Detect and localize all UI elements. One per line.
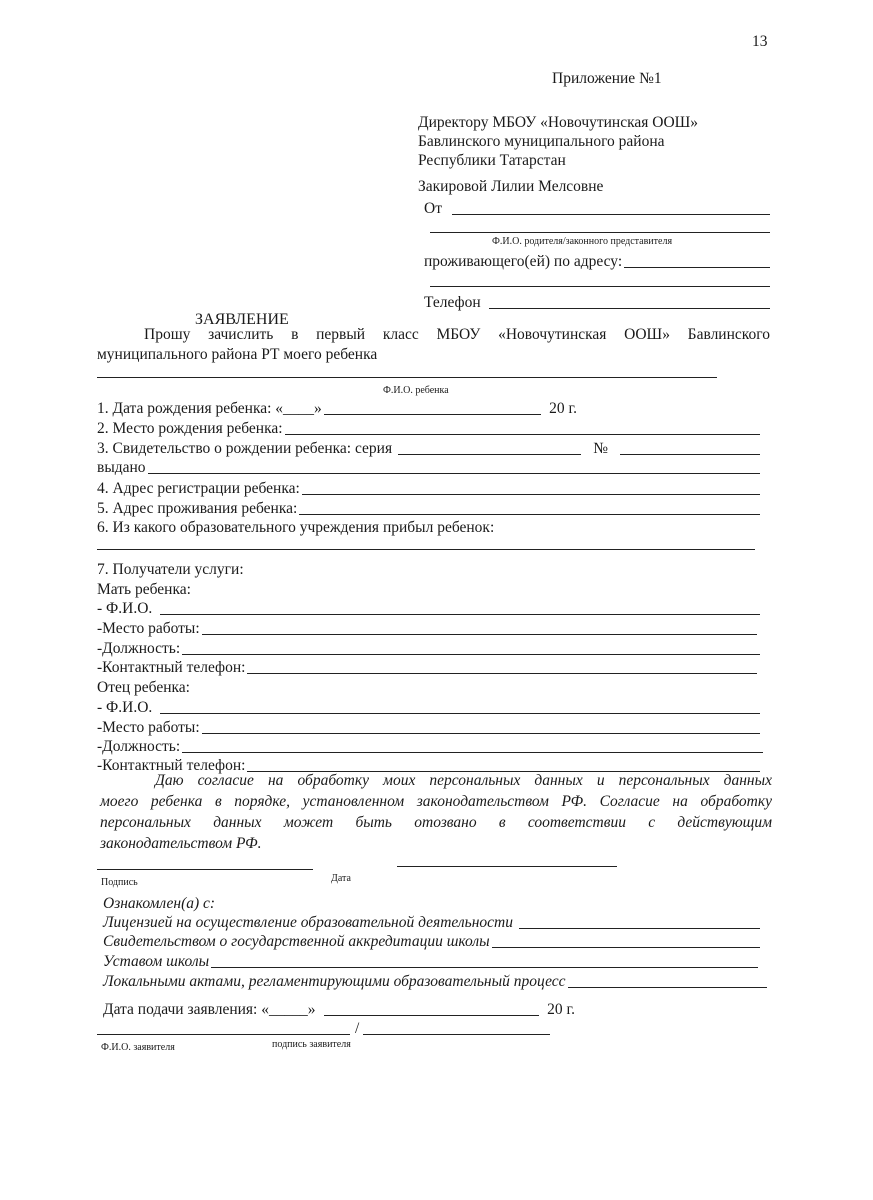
mother-work-line[interactable] (202, 634, 757, 635)
charter-label: Уставом школы (103, 953, 210, 970)
signature-caption: Подпись (101, 877, 138, 888)
license-field[interactable] (103, 914, 760, 932)
accreditation-field[interactable] (103, 933, 760, 951)
submission-date-field[interactable] (103, 1001, 575, 1019)
registration-field[interactable] (97, 480, 760, 498)
school-from-label: 6. Из какого образовательного учреждения прибыл ребенок: (97, 519, 495, 536)
residence-field[interactable] (97, 500, 760, 518)
consent-text: персональных данных может быть отозвано в соответствии с действующим (100, 814, 772, 831)
mother-phone-label: -Контактный телефон: (97, 659, 246, 676)
issued-field[interactable] (97, 459, 760, 477)
father-phone-label: -Контактный телефон: (97, 757, 246, 774)
mother-heading: Мать ребенка: (97, 581, 191, 598)
request-text: Прошу зачислить в первый класс МБОУ «Новочутинская ООШ» Бавлинского (144, 326, 770, 343)
accreditation-label: Свидетельством о государственной аккредитации школы (103, 933, 490, 950)
charter-field[interactable] (103, 953, 758, 971)
birth-date-field[interactable] (97, 400, 577, 418)
from-label: От (424, 200, 442, 217)
residence-line[interactable] (299, 514, 760, 515)
local-acts-line[interactable] (568, 987, 767, 988)
acquainted-heading: Ознакомлен(а) с: (103, 895, 216, 912)
father-position-label: -Должность: (97, 738, 181, 755)
mother-phone-field[interactable] (97, 659, 757, 677)
request-text: муниципального района РТ моего ребенка (97, 346, 378, 363)
registration-line[interactable] (302, 494, 760, 495)
mother-fio-line[interactable] (160, 614, 760, 615)
date-caption: Дата (331, 873, 351, 884)
from-line-2[interactable] (430, 232, 770, 233)
signature-line[interactable] (97, 869, 313, 870)
address-field[interactable] (424, 253, 770, 271)
birth-date-label: 1. Дата рождения ребенка: «____» (97, 400, 322, 417)
father-work-label: -Место работы: (97, 719, 200, 736)
issued-label: выдано (97, 459, 146, 476)
submission-date-line[interactable] (324, 1015, 540, 1016)
submission-date-label: Дата подачи заявления: «_____» (103, 1001, 316, 1018)
certificate-label: 3. Свидетельство о рождении ребенка: серия (97, 440, 393, 457)
father-fio-line[interactable] (160, 713, 760, 714)
phone-line[interactable] (489, 308, 770, 309)
issued-line[interactable] (148, 473, 760, 474)
mother-fio-label: - Ф.И.О. (97, 600, 153, 617)
birth-date-line[interactable] (324, 414, 541, 415)
local-acts-field[interactable] (103, 973, 767, 991)
document-title: ЗАЯВЛЕНИЕ (195, 311, 289, 328)
child-name-line[interactable] (97, 377, 717, 378)
page-number: 13 (752, 33, 768, 50)
addressee-line: Директору МБОУ «Новочутинская ООШ» (418, 114, 699, 131)
applicant-fio-line[interactable] (97, 1034, 350, 1035)
father-fio-field[interactable] (97, 699, 760, 717)
consent-text: моего ребенка в порядке, установленном законодательством РФ. Согласие на обработку (100, 793, 772, 810)
mother-work-field[interactable] (97, 620, 757, 638)
appendix-label: Приложение №1 (552, 70, 662, 87)
birth-place-line[interactable] (285, 434, 760, 435)
child-caption: Ф.И.О. ребенка (383, 385, 449, 396)
applicant-sign-caption: подпись заявителя (272, 1039, 351, 1050)
address-line-2[interactable] (430, 286, 770, 287)
certificate-number-line[interactable] (620, 454, 760, 455)
father-work-field[interactable] (97, 719, 760, 737)
address-label: проживающего(ей) по адресу: (424, 253, 623, 270)
applicant-signature-line[interactable] (363, 1034, 550, 1035)
certificate-series-line[interactable] (398, 454, 581, 455)
birth-year-label: 20 г. (549, 400, 577, 417)
charter-line[interactable] (211, 967, 758, 968)
consent-text: законодательством РФ. (100, 835, 262, 852)
consent-text: Даю согласие на обработку моих персональных данных и персональных данных (155, 772, 772, 789)
father-position-line[interactable] (182, 752, 763, 753)
address-line[interactable] (624, 267, 770, 268)
parent-caption: Ф.И.О. родителя/законного представителя (492, 236, 673, 247)
accreditation-line[interactable] (492, 947, 760, 948)
certificate-field[interactable] (97, 440, 760, 458)
addressee-line: Республики Татарстан (418, 152, 566, 169)
birth-place-label: 2. Место рождения ребенка: (97, 420, 283, 437)
submission-year-label: 20 г. (547, 1001, 575, 1018)
father-heading: Отец ребенка: (97, 679, 190, 696)
mother-position-line[interactable] (182, 654, 760, 655)
mother-phone-line[interactable] (247, 673, 757, 674)
addressee-line: Бавлинского муниципального района (418, 133, 665, 150)
mother-fio-field[interactable] (97, 600, 760, 618)
number-sign: № (593, 440, 608, 457)
residence-label: 5. Адрес проживания ребенка: (97, 500, 298, 517)
recipients-label: 7. Получатели услуги: (97, 561, 244, 578)
phone-label: Телефон (424, 294, 481, 311)
slash: / (355, 1020, 360, 1037)
registration-label: 4. Адрес регистрации ребенка: (97, 480, 300, 497)
local-acts-label: Локальными актами, регламентирующими образовательный процесс (103, 973, 566, 990)
birth-place-field[interactable] (97, 420, 760, 438)
father-work-line[interactable] (202, 733, 760, 734)
license-label: Лицензией на осуществление образовательной деятельности (103, 914, 514, 931)
applicant-fio-caption: Ф.И.О. заявителя (101, 1042, 175, 1053)
from-line[interactable] (452, 214, 770, 215)
mother-position-field[interactable] (97, 640, 760, 658)
mother-work-label: -Место работы: (97, 620, 200, 637)
phone-field[interactable] (424, 294, 770, 312)
date-line[interactable] (397, 866, 617, 867)
father-fio-label: - Ф.И.О. (97, 699, 153, 716)
license-line[interactable] (519, 928, 760, 929)
father-position-field[interactable] (97, 738, 763, 756)
mother-position-label: -Должность: (97, 640, 181, 657)
school-from-line[interactable] (97, 549, 755, 550)
from-field[interactable] (424, 200, 770, 218)
addressee-line: Закировой Лилии Мелсовне (418, 178, 604, 195)
